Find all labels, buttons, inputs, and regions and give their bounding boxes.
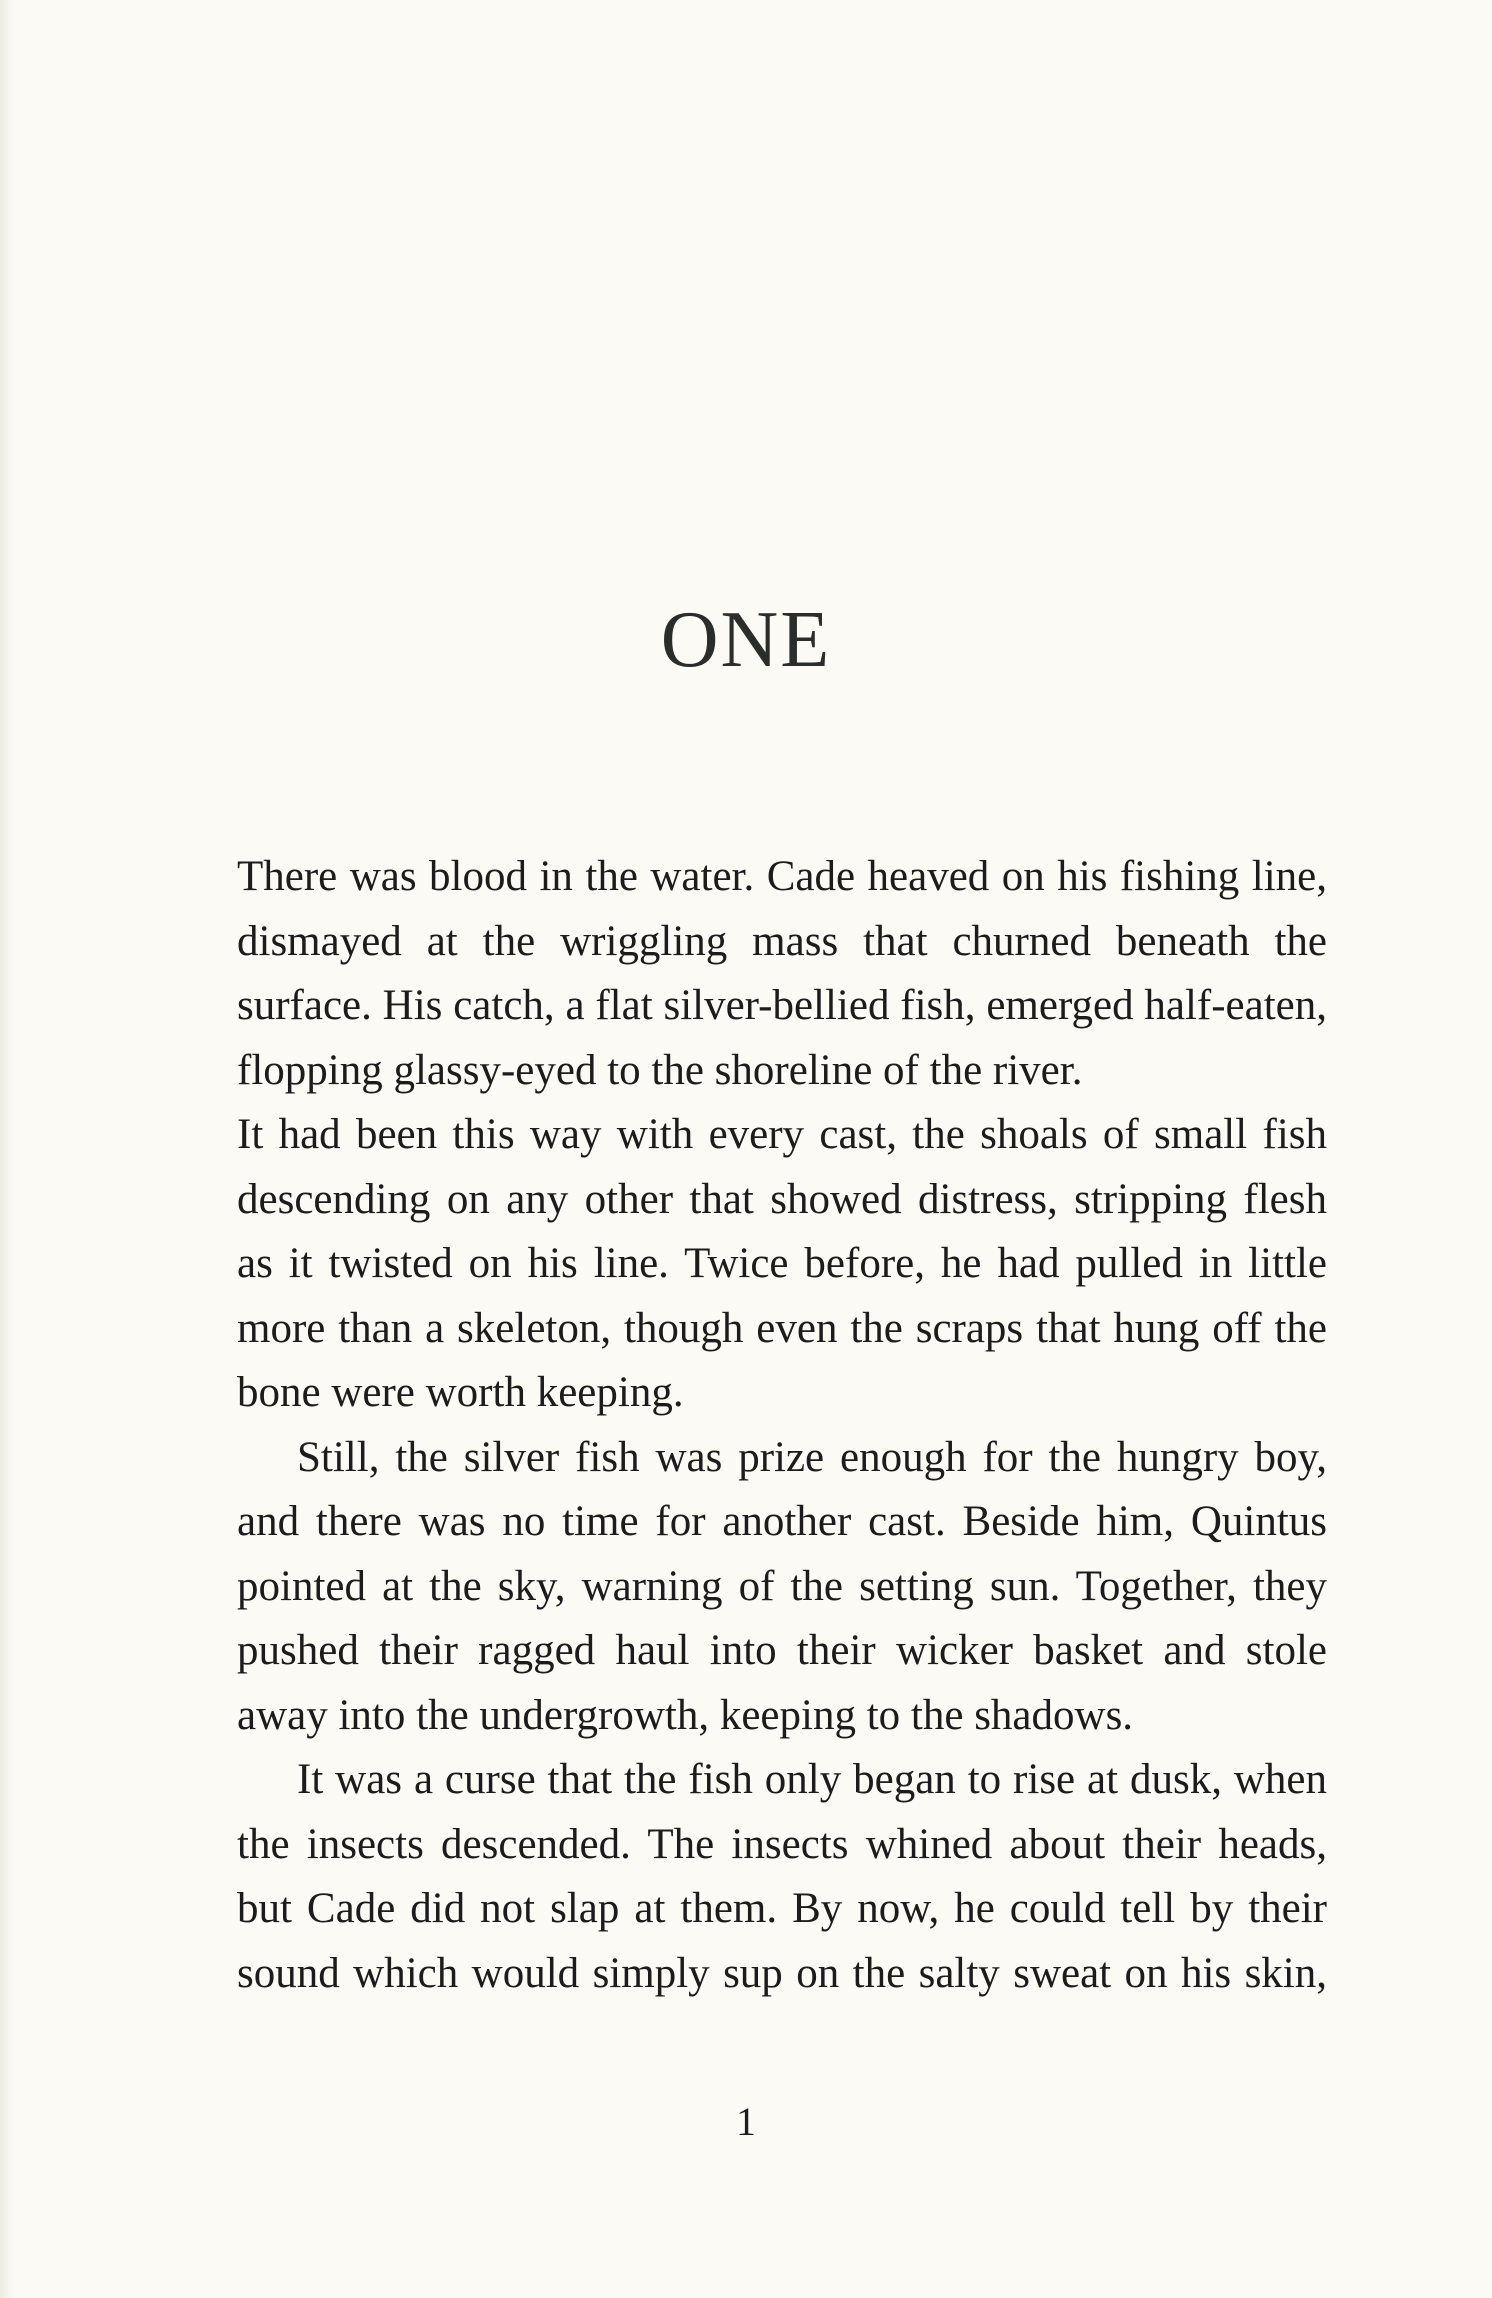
paragraph-1: There was blood in the water. Cade heaved on his fishing line, dismayed at the wriggling mass that churned beneath the surface. His catch, a flat silver-bellied fish, emerged half-eaten, flopping glassy-eyed to the shoreline of the river. (237, 853, 1327, 1094)
paragraph-4: It was a curse that the fish only began to rise at dusk, when the insects descended. The insects whined about their heads, but Cade did not slap at them. By now, he could tell by their sound which would simply sup on the salty sweat on his skin, (237, 1756, 1327, 1997)
paragraph-3: Still, the silver fish was prize enough for the hungry boy, and there was no time for another cast. Beside him, Quintus pointed at the sky, warning of the setting sun. Together, they pushed their ragged haul into their wicker basket and stole away into the undergrowth, keeping to the shadows. (237, 1433, 1327, 1739)
chapter-title: ONE (660, 596, 832, 684)
page-edge-shadow (0, 0, 14, 2298)
paragraph-2: It had been this way with every cast, the shoals of small fish descending on any other that showed distress, stripping flesh as it twisted on his line. Twice before, he had pulled in little more than a skeleton, though even the scraps that hung off the bone were worth keeping. (237, 1111, 1327, 1416)
body-text (237, 845, 1327, 2006)
page-number: 1 (736, 2099, 756, 2144)
